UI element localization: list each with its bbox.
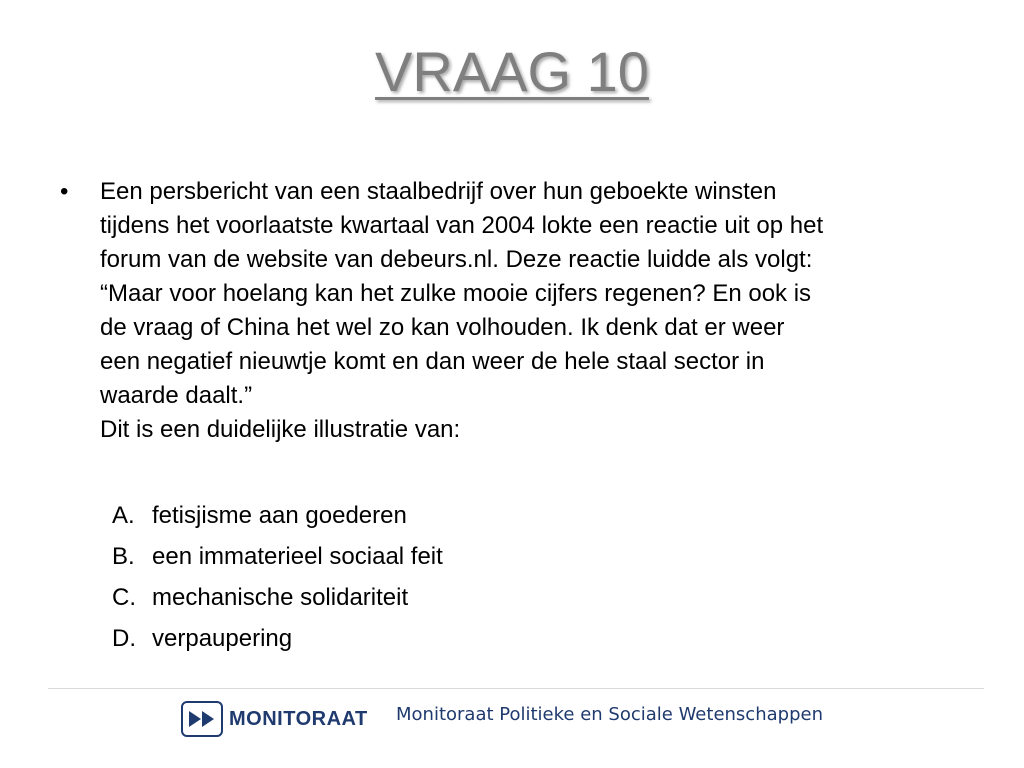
option-text: fetisjisme aan goederen: [152, 501, 407, 529]
option-a: [112, 495, 443, 536]
question-line: een negatief nieuwtje komt en dan weer de hele staal sector in: [100, 348, 765, 375]
question-line: forum van de website van debeurs.nl. Deze reactie luidde als volgt:: [100, 246, 813, 273]
question-line: de vraag of China het wel zo kan volhouden. Ik denk dat er weer: [100, 314, 785, 341]
option-b: [112, 536, 443, 577]
answer-options: [112, 495, 443, 659]
question-line: Een persbericht van een staalbedrijf over hun geboekte winsten: [100, 178, 777, 205]
question-line: tijdens het voorlaatste kwartaal van 2004 lokte een reactie uit op het: [100, 212, 824, 239]
logo-text: MONITORAAT: [229, 707, 368, 730]
footer-caption: Monitoraat Politieke en Sociale Wetenschappen: [396, 704, 823, 725]
question-bullet: [60, 175, 960, 447]
question-text: [100, 175, 960, 447]
option-c: [112, 577, 443, 618]
option-text: een immaterieel sociaal feit: [152, 542, 443, 570]
question-block: [60, 175, 960, 447]
question-prompt: Dit is een duidelijke illustratie van:: [100, 416, 461, 443]
option-letter: C.: [112, 583, 136, 611]
footer-divider: [48, 688, 984, 689]
question-line: waarde daalt.”: [100, 382, 253, 409]
option-d: [112, 618, 443, 659]
option-letter: D.: [112, 624, 136, 652]
slide-title: VRAAG 10: [375, 40, 649, 103]
fast-forward-icon: [181, 701, 223, 737]
monitoraat-logo: [181, 700, 368, 738]
option-text: mechanische solidariteit: [152, 583, 409, 611]
option-letter: B.: [112, 542, 135, 570]
question-line: “Maar voor hoelang kan het zulke mooie cijfers regenen? En ook is: [100, 280, 812, 307]
option-text: verpaupering: [152, 624, 293, 652]
bullet-marker: •: [60, 178, 69, 205]
option-letter: A.: [112, 501, 135, 529]
